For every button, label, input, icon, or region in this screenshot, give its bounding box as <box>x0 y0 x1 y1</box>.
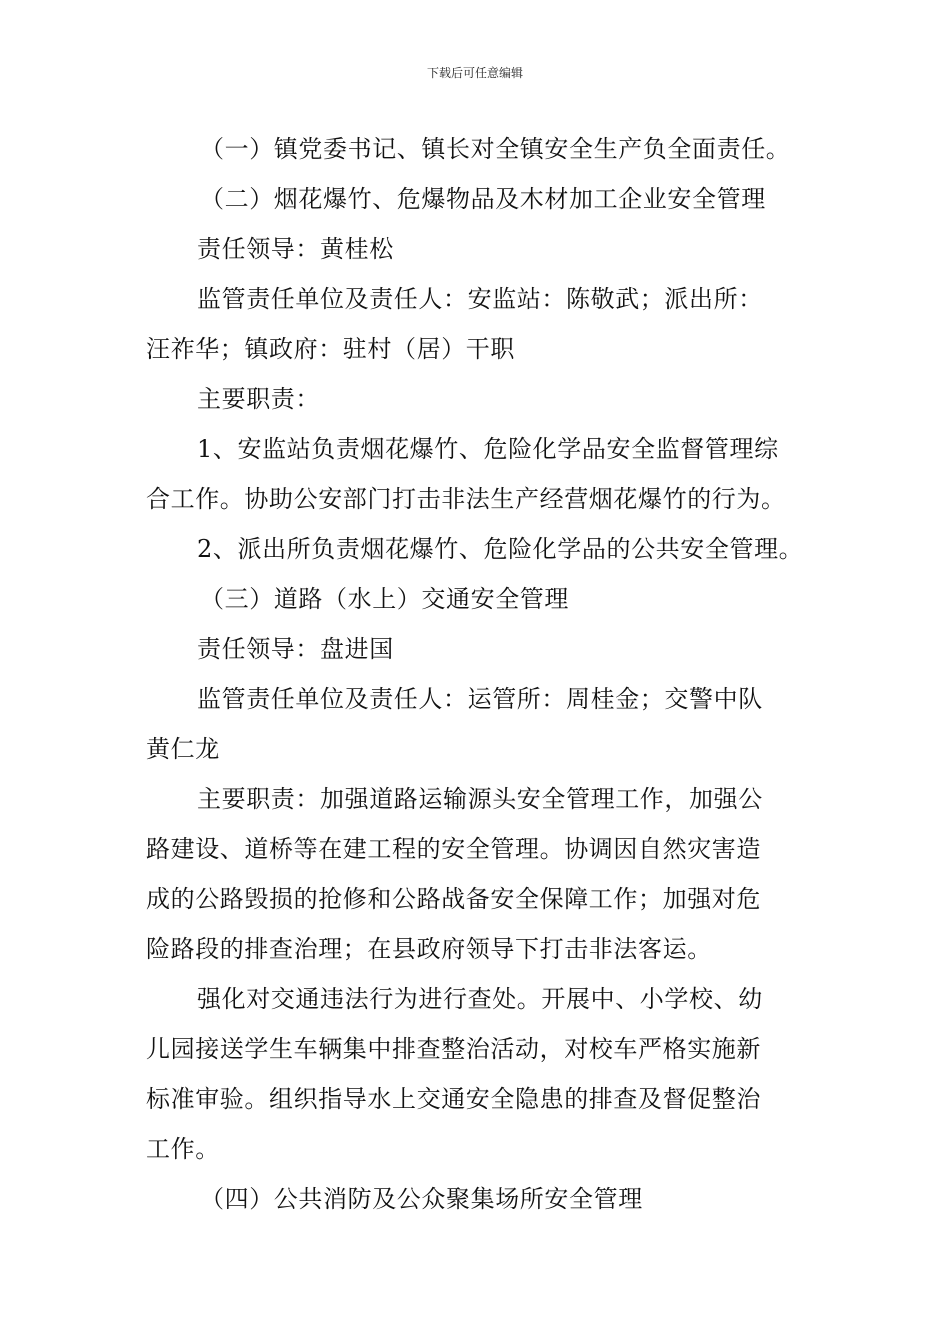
duty-item-2: 2、派出所负责烟花爆竹、危险化学品的公共安全管理。 <box>197 535 804 563</box>
supervising-units-cont: 汪祚华；镇政府：驻村（居）干职 <box>146 335 515 363</box>
main-duties-2: 主要职责：加强道路运输源头安全管理工作，加强公 <box>197 785 763 813</box>
responsible-leader-2: 责任领导：盘进国 <box>197 635 394 663</box>
main-duties-label: 主要职责： <box>197 385 320 413</box>
supervising-units: 监管责任单位及责任人：安监站：陈敬武；派出所： <box>197 285 763 313</box>
paragraph-strengthen-line-2: 儿园接送学生车辆集中排查整治活动，对校车严格实施新 <box>146 1035 761 1063</box>
section-heading-3: （三）道路（水上）交通安全管理 <box>200 585 569 613</box>
paragraph-strengthen-line-4: 工作。 <box>146 1135 220 1163</box>
paragraph-strengthen-line-3: 标准审验。组织指导水上交通安全隐患的排查及督促整治 <box>146 1085 761 1113</box>
responsible-leader: 责任领导：黄桂松 <box>197 235 394 263</box>
duty-item-1-cont: 合工作。协助公安部门打击非法生产经营烟花爆竹的行为。 <box>146 485 786 513</box>
page-header: 下载后可任意编辑 <box>426 66 523 80</box>
paragraph-strengthen: 强化对交通违法行为进行查处。开展中、小学校、幼 <box>197 985 763 1013</box>
main-duties-2-line-3: 成的公路毁损的抢修和公路战备安全保障工作；加强对危 <box>146 885 761 913</box>
main-duties-2-line-4: 险路段的排查治理；在县政府领导下打击非法客运。 <box>146 935 712 963</box>
section-heading-4: （四）公共消防及公众聚集场所安全管理 <box>200 1185 643 1213</box>
section-heading-2: （二）烟花爆竹、危爆物品及木材加工企业安全管理 <box>200 185 766 213</box>
supervising-units-2-cont: 黄仁龙 <box>146 735 220 763</box>
main-duties-2-line-2: 路建设、道桥等在建工程的安全管理。协调因自然灾害造 <box>146 835 761 863</box>
duty-item-1: 1、安监站负责烟花爆竹、危险化学品安全监督管理综 <box>197 435 779 463</box>
supervising-units-2: 监管责任单位及责任人：运管所：周桂金；交警中队 <box>197 685 763 713</box>
section-heading-1: （一）镇党委书记、镇长对全镇安全生产负全面责任。 <box>200 135 791 163</box>
